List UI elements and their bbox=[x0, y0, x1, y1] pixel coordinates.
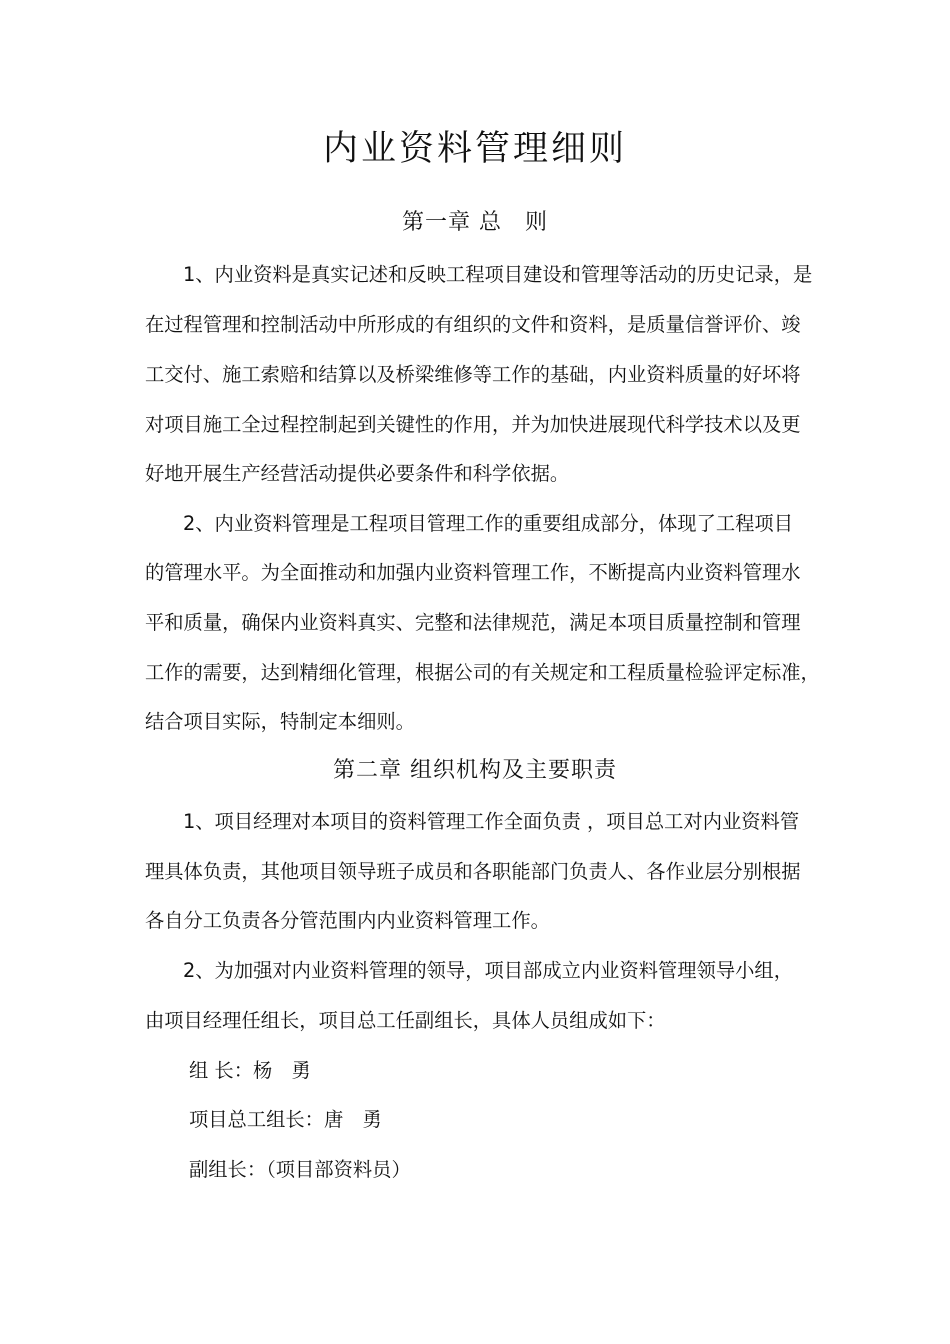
paragraph-line: 1、内业资料是真实记述和反映工程项目建设和管理等活动的历史记录，是 bbox=[183, 263, 813, 286]
paragraph-line: 理具体负责，其他项目领导班子成员和各职能部门负责人、各作业层分别根据 bbox=[145, 860, 801, 883]
member-leader: 组 长：杨 勇 bbox=[189, 1059, 311, 1082]
paragraph-line: 各自分工负责各分管范围内内业资料管理工作。 bbox=[145, 909, 550, 932]
paragraph-line: 好地开展生产经营活动提供必要条件和科学依据。 bbox=[145, 462, 570, 485]
paragraph-line: 对项目施工全过程控制起到关键性的作用，并为加快进展现代科学技术以及更 bbox=[145, 413, 801, 436]
document-title: 内业资料管理细则 bbox=[322, 129, 627, 169]
paragraph-line: 2、为加强对内业资料管理的领导，项目部成立内业资料管理领导小组， bbox=[183, 959, 793, 982]
member-deputy-leader: 副组长：（项目部资料员） bbox=[189, 1158, 411, 1181]
paragraph-line: 平和质量，确保内业资料真实、完整和法律规范，满足本项目质量控制和管理 bbox=[145, 611, 801, 634]
paragraph-line: 结合项目实际，特制定本细则。 bbox=[145, 710, 415, 733]
paragraph-line: 由项目经理任组长，项目总工任副组长，具体人员组成如下： bbox=[145, 1009, 666, 1032]
paragraph-line: 2、内业资料管理是工程项目管理工作的重要组成部分，体现了工程项目 bbox=[183, 512, 793, 535]
member-chief-engineer: 项目总工组长：唐 勇 bbox=[189, 1108, 382, 1131]
paragraph-line: 在过程管理和控制活动中所形成的有组织的文件和资料，是质量信誉评价、竣 bbox=[145, 313, 801, 336]
paragraph-line: 工作的需要，达到精细化管理，根据公司的有关规定和工程质量检验评定标准， bbox=[145, 661, 820, 684]
paragraph-line: 工交付、施工索赔和结算以及桥梁维修等工作的基础，内业资料质量的好坏将 bbox=[145, 363, 801, 386]
paragraph-line: 的管理水平。为全面推动和加强内业资料管理工作，不断提高内业资料管理水 bbox=[145, 561, 801, 584]
chapter-1-heading: 第一章 总 则 bbox=[402, 210, 548, 235]
paragraph-line: 1、项目经理对本项目的资料管理工作全面负责 ，项目总工对内业资料管 bbox=[183, 810, 800, 833]
chapter-2-heading: 第二章 组织机构及主要职责 bbox=[333, 758, 617, 783]
